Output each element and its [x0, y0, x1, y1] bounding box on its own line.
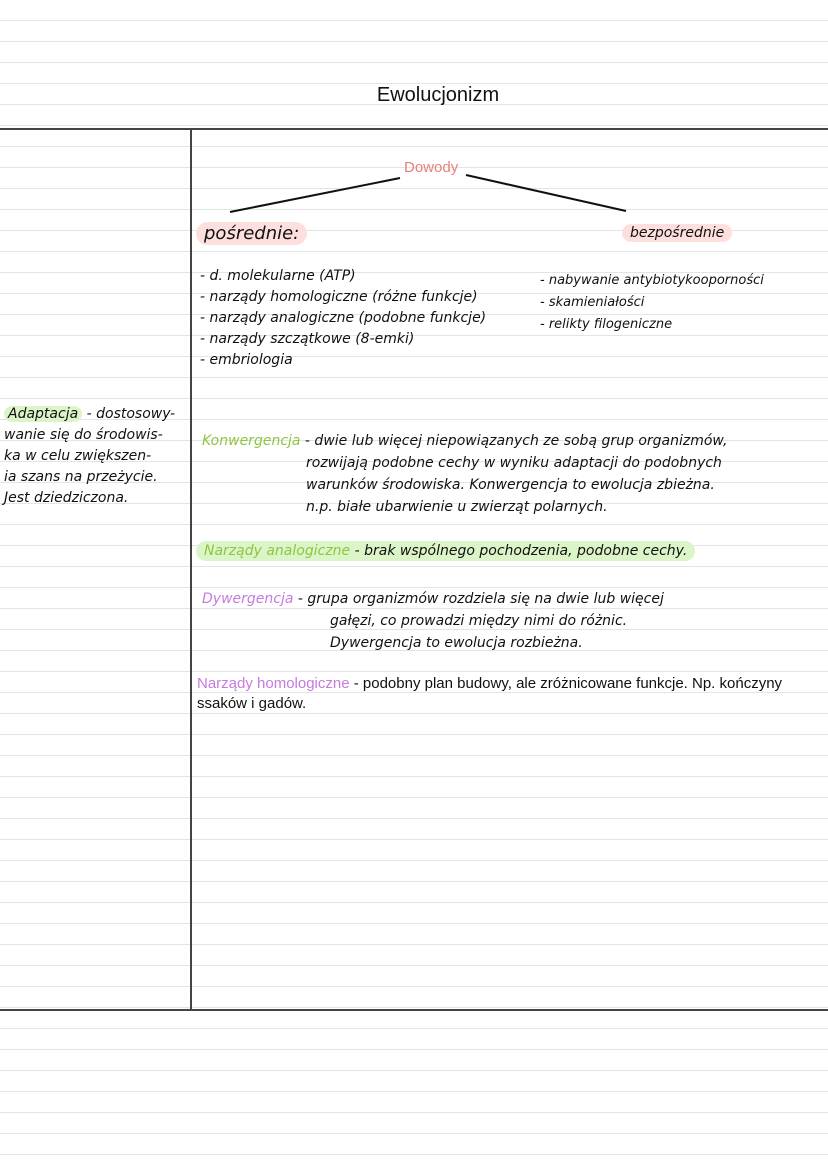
list-item: - relikty filogeniczne [540, 317, 673, 332]
tree-connectors [0, 0, 828, 240]
adaptacja-term: Adaptacja [4, 406, 82, 422]
homologiczne-text: - podobny plan budowy, ale zróżnicowane funkcje. Np. kończyny ssaków i gadów. [197, 675, 783, 712]
konwergencja-line: warunków środowiska. Konwergencja to ewolucja zbieżna. [306, 477, 715, 493]
konwergencja-line: - dwie lub więcej niepowiązanych ze sobą grup organizmów, [300, 433, 728, 449]
list-item: - narządy szczątkowe (8-emki) [200, 331, 415, 347]
branch-indirect: pośrednie: [196, 222, 307, 245]
sidebar-line: Jest dziedziczona. [4, 490, 129, 506]
sidebar-line: wanie się do środowis- [4, 427, 163, 443]
list-item: - embriologia [200, 352, 293, 368]
konwergencja-note [202, 430, 727, 518]
sidebar-line: ia szans na przeżycie. [4, 469, 158, 485]
list-item: - nabywanie antybiotykooporności [540, 273, 764, 288]
margin-line [190, 128, 192, 1011]
homologiczne-term: Narządy homologiczne [197, 675, 350, 692]
connector-left [230, 178, 400, 212]
page-title: Ewolucjonizm [376, 84, 500, 106]
dywergencja-line: Dywergencja to ewolucja rozbieżna. [330, 635, 583, 651]
list-item: - narządy homologiczne (różne funkcje) [200, 289, 478, 305]
direct-list [540, 270, 764, 336]
branch-direct: bezpośrednie [622, 224, 732, 242]
sidebar-line: - dostosowy- [82, 406, 176, 422]
konwergencja-line: n.p. białe ubarwienie u zwierząt polarnych. [306, 499, 608, 515]
analogiczne-note [196, 541, 695, 561]
indirect-list [200, 266, 486, 371]
analogiczne-term: Narządy analogiczne [204, 543, 351, 559]
dywergencja-note [202, 588, 664, 654]
list-item: - skamieniałości [540, 295, 645, 310]
tree-root: Dowody [404, 159, 459, 176]
dywergencja-line: gałęzi, co prowadzi między nimi do różnic. [330, 613, 628, 629]
konwergencja-term: Konwergencja [202, 433, 301, 449]
sidebar-note [4, 404, 175, 509]
analogiczne-text: - brak wspólnego pochodzenia, podobne cechy. [350, 543, 688, 559]
dywergencja-term: Dywergencja [202, 591, 294, 607]
konwergencja-line: rozwijają podobne cechy w wyniku adaptacji do podobnych [306, 455, 722, 471]
list-item: - d. molekularne (ATP) [200, 268, 356, 284]
homologiczne-note [197, 674, 807, 714]
dywergencja-line: - grupa organizmów rozdziela się na dwie lub więcej [293, 591, 664, 607]
connector-right [466, 175, 626, 211]
sidebar-line: ka w celu zwiększen- [4, 448, 152, 464]
list-item: - narządy analogiczne (podobne funkcje) [200, 310, 487, 326]
bottom-rule [0, 1009, 828, 1011]
